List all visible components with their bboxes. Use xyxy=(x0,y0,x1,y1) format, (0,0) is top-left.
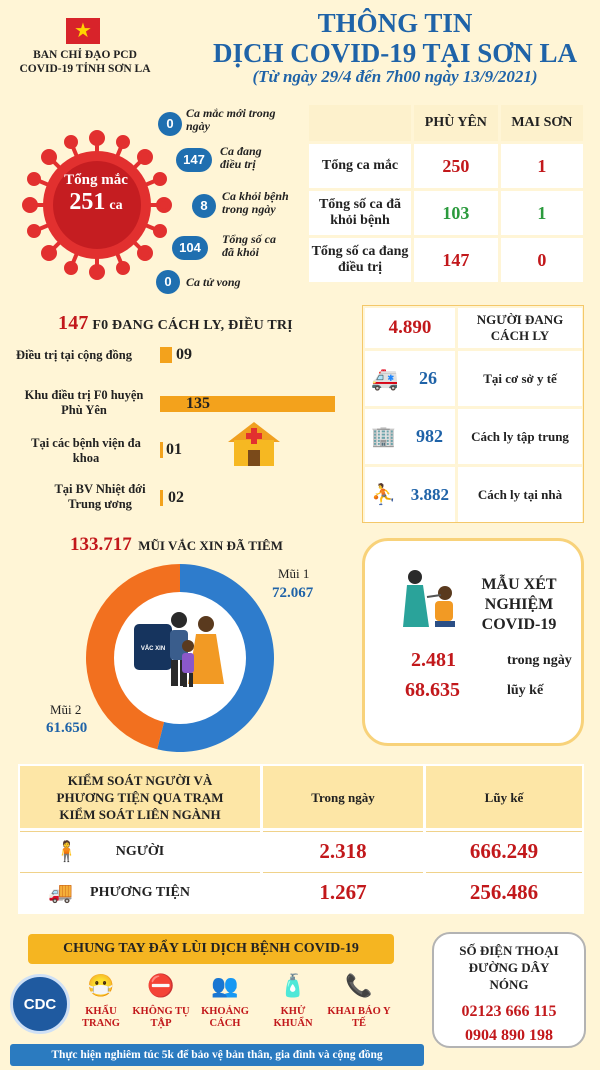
table-header-empty xyxy=(309,105,411,141)
cell-value: 147 xyxy=(414,238,498,282)
isolation-label-concentrated: Cách ly tập trung xyxy=(458,409,582,464)
vietnam-flag-icon: ★ xyxy=(66,18,100,44)
f0-count: 147 xyxy=(58,312,89,334)
recovered-today-label: Ca khỏi bệnh trong ngày xyxy=(222,189,289,216)
f0-label-phu-yen: Khu điều trị F0 huyện Phù Yên xyxy=(24,388,144,417)
person-home-icon: ⛹ xyxy=(371,484,396,506)
date-range: (Từ ngày 29/4 đến 7h00 ngày 13/9/2021) xyxy=(252,67,538,86)
new-cases-label: Ca mắc mới trong ngày xyxy=(186,106,276,133)
control-row-people xyxy=(20,831,260,871)
f0-value-tropical-hospital: 02 xyxy=(168,489,184,506)
dose1-value: 72.067 xyxy=(272,585,314,601)
cell-value: 0 xyxy=(501,238,583,282)
label-report: KHAI BÁO Y TẾ xyxy=(327,1006,391,1029)
page-title-line-2: DỊCH COVID-19 TẠI SƠN LA xyxy=(212,38,578,68)
org-line-2: COVID-19 TỈNH SƠN LA xyxy=(19,63,151,75)
building-icon: 🏢 xyxy=(371,426,396,448)
label-no-gathering: KHÔNG TỤ TẬP xyxy=(132,1006,190,1029)
dose2-value: 61.650 xyxy=(46,720,88,736)
table-row xyxy=(309,144,583,188)
total-cases-label: Tổng mắc xyxy=(64,172,128,188)
isolation-value-home: 3.882 xyxy=(410,484,449,504)
total-cases-value: 251 xyxy=(69,189,106,215)
isolation-total-cell xyxy=(365,308,455,348)
f0-bar-general-hospitals xyxy=(160,442,163,458)
control-row-vehicles xyxy=(20,872,260,912)
organization-name xyxy=(0,48,170,76)
f0-bar-tropical-hospital xyxy=(160,490,163,506)
testing-cum-value: 68.635 xyxy=(405,679,460,701)
testing-cum-label: lũy kế xyxy=(507,683,544,698)
total-recovered-label: Tổng số ca đã khỏi xyxy=(222,232,276,259)
vehicle-icon: 🚚 xyxy=(48,882,73,904)
label-mask: KHẨU TRANG xyxy=(82,1006,120,1029)
row-label: Tổng số ca đang điều trị xyxy=(309,238,411,282)
isolation-value-medical: 26 xyxy=(419,368,437,388)
testing-day-label: trong ngày xyxy=(507,653,572,668)
testing-day-value: 2.481 xyxy=(411,649,456,671)
control-day-vehicles: 1.267 xyxy=(263,872,423,912)
person-check-icon: 🧍 xyxy=(54,841,79,863)
dose1-label: Mũi 1 xyxy=(278,566,310,581)
control-title: KIỂM SOÁT NGƯỜI VÀ PHƯƠNG TIỆN QUA TRẠM KIỂM SOÁT LIÊN NGÀNH xyxy=(20,766,260,828)
ambulance-icon: 🚑 xyxy=(371,365,399,391)
org-line-1: BAN CHỈ ĐẠO PCD xyxy=(33,49,137,61)
page-title-line-1: THÔNG TIN xyxy=(317,8,473,38)
cell-value: 250 xyxy=(414,144,498,188)
vaccine-title: MŨI VẮC XIN ĐÃ TIÊM xyxy=(138,538,283,553)
isolation-total: 4.890 xyxy=(388,317,432,338)
deaths-label: Ca tử vong xyxy=(186,275,241,289)
f0-value-general-hospitals: 01 xyxy=(166,441,182,458)
row-label: Tổng số ca đã khỏi bệnh xyxy=(309,191,411,235)
mask-icon: 😷 xyxy=(87,973,115,998)
isolation-label-home: Cách ly tại nhà xyxy=(458,467,582,522)
hotline-phone-2[interactable]: 0904 890 198 xyxy=(465,1027,553,1044)
f0-label-tropical-hospital: Tại BV Nhiệt đới Trung ương xyxy=(54,482,146,511)
new-cases-count: 0 xyxy=(158,112,182,136)
footer-message: Thực hiện nghiêm túc 5k để bảo vệ bản thân, gia đình và cộng đồng xyxy=(10,1044,424,1066)
hotline-title: SỐ ĐIỆN THOẠI ĐƯỜNG DÂY NÓNG xyxy=(459,943,559,992)
hotline-panel xyxy=(432,932,586,1048)
deaths-count: 0 xyxy=(156,270,180,294)
label-distance: KHOẢNG CÁCH xyxy=(201,1006,249,1029)
cdc-logo: CDC xyxy=(10,974,70,1034)
cell-value: 103 xyxy=(414,191,498,235)
f0-value-phu-yen: 135 xyxy=(186,395,210,412)
column-phu-yen: PHÙ YÊN xyxy=(414,105,498,141)
treating-cases-count: 147 xyxy=(176,148,212,172)
vaccine-donut-chart xyxy=(84,562,276,754)
testing-panel xyxy=(362,538,584,746)
f0-title: F0 ĐANG CÁCH LY, ĐIỀU TRỊ xyxy=(92,318,293,333)
hotline-phone-1[interactable]: 02123 666 115 xyxy=(461,1003,557,1020)
table-row xyxy=(309,238,583,282)
sanitize-icon: 🧴 xyxy=(279,973,307,998)
table-header-row xyxy=(309,105,583,141)
total-cases-unit: ca xyxy=(109,198,123,213)
isolation-row-concentrated xyxy=(365,409,455,464)
vaccine-heading xyxy=(70,534,283,556)
isolation-panel xyxy=(362,305,584,523)
label-sanitize: KHỬ KHUẨN xyxy=(273,1006,313,1029)
testing-illustration-icon xyxy=(399,567,459,637)
no-gathering-icon: ⛔ xyxy=(147,973,175,998)
control-day-people: 2.318 xyxy=(263,831,423,871)
vaccine-total: 133.717 xyxy=(70,534,132,555)
isolation-value-concentrated: 982 xyxy=(416,426,443,446)
treating-cases-label: Ca đang điều trị xyxy=(220,144,262,171)
row-label: Tổng ca mắc xyxy=(309,144,411,188)
distance-icon: 👥 xyxy=(211,973,239,998)
dose2-label: Mũi 2 xyxy=(50,702,82,717)
control-cum-vehicles: 256.486 xyxy=(426,872,582,912)
recovered-today-count: 8 xyxy=(192,194,216,218)
f0-value-community: 09 xyxy=(176,346,192,363)
report-icon: 📞 xyxy=(345,973,373,998)
isolation-row-home xyxy=(365,467,455,522)
f0-label-general-hospitals: Tại các bệnh viện đa khoa xyxy=(31,436,141,465)
isolation-row-medical xyxy=(365,351,455,406)
table-row xyxy=(309,191,583,235)
isolation-label-medical: Tại cơ sở y tế xyxy=(458,351,582,406)
district-table xyxy=(306,102,586,285)
control-label-people: NGƯỜI xyxy=(115,843,165,859)
control-table xyxy=(18,764,584,914)
hospital-house-icon xyxy=(226,420,282,468)
control-label-vehicles: PHƯƠNG TIỆN xyxy=(90,884,190,900)
isolation-title: NGƯỜI ĐANG CÁCH LY xyxy=(458,308,582,348)
control-col-cum: Lũy kế xyxy=(426,766,582,828)
f0-heading xyxy=(58,312,293,335)
campaign-banner: CHUNG TAY ĐẨY LÙI DỊCH BỆNH COVID-19 xyxy=(28,934,394,964)
f0-bar-community xyxy=(160,347,172,363)
f0-label-community: Điều trị tại cộng đồng xyxy=(16,348,132,362)
cell-value: 1 xyxy=(501,191,583,235)
control-col-day: Trong ngày xyxy=(263,766,423,828)
column-mai-son: MAI SƠN xyxy=(501,105,583,141)
vaccine-badge: VẮC XIN xyxy=(140,646,166,652)
total-cases xyxy=(46,172,146,216)
total-recovered-count: 104 xyxy=(172,236,208,260)
testing-title: MẪU XÉT NGHIỆM COVID-19 xyxy=(481,576,557,633)
cell-value: 1 xyxy=(501,144,583,188)
control-cum-people: 666.249 xyxy=(426,831,582,871)
